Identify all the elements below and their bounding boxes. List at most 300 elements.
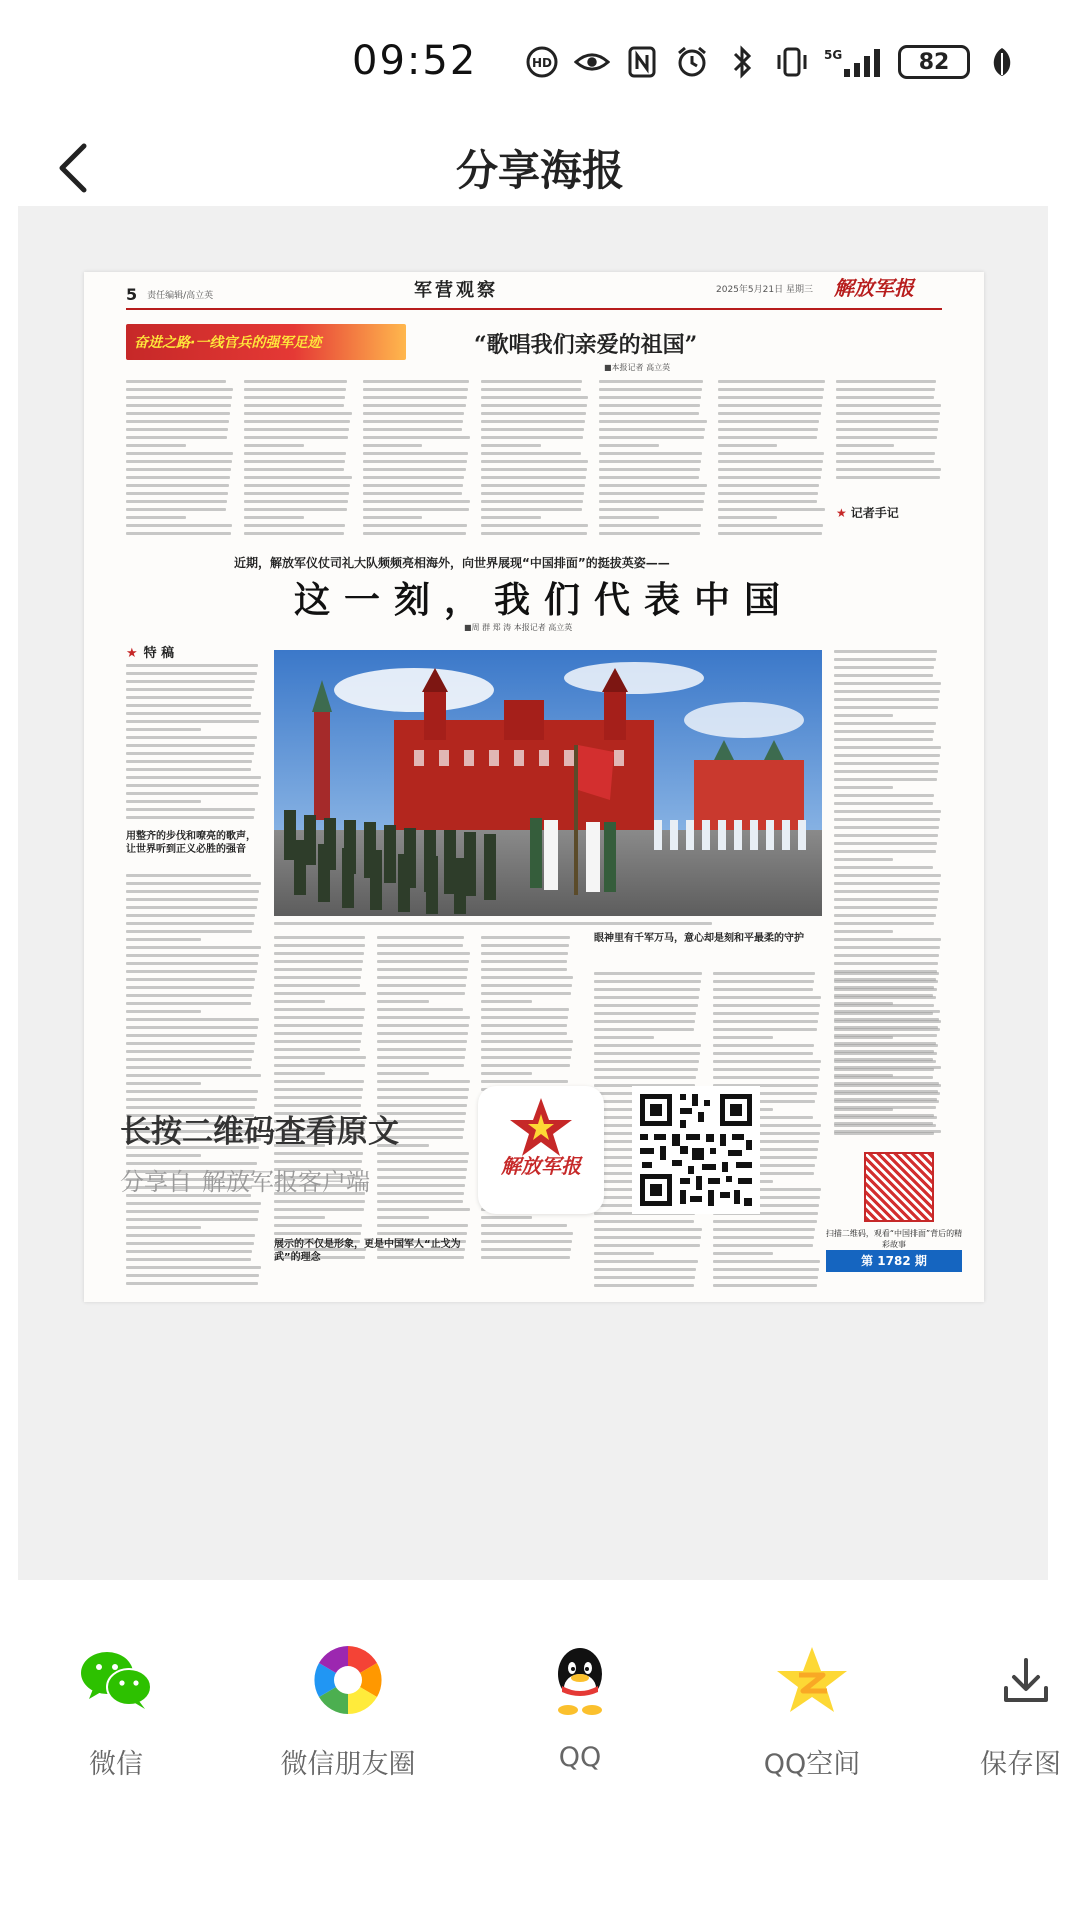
text-line bbox=[481, 944, 570, 947]
top-right-text bbox=[836, 380, 942, 490]
text-line bbox=[126, 404, 231, 407]
text-line bbox=[244, 428, 349, 431]
share-source bbox=[120, 1162, 370, 1197]
text-line bbox=[377, 1016, 469, 1019]
subhead-1: 用整齐的步伐和嘹亮的歌声，让世界听到正义必胜的强音 bbox=[126, 831, 256, 855]
text-line bbox=[834, 850, 936, 853]
text-line bbox=[363, 436, 470, 439]
text-line bbox=[126, 1202, 261, 1205]
text-line bbox=[126, 1242, 254, 1245]
text-line bbox=[834, 1012, 933, 1015]
share-moments-button[interactable] bbox=[248, 1640, 448, 1781]
text-line bbox=[718, 460, 823, 463]
text-line bbox=[126, 712, 261, 715]
text-column bbox=[834, 972, 942, 1142]
text-line bbox=[594, 1012, 696, 1015]
text-line bbox=[594, 1228, 702, 1231]
nfc-icon bbox=[624, 44, 660, 80]
text-line bbox=[481, 1016, 569, 1019]
text-line bbox=[718, 516, 778, 519]
text-line bbox=[481, 508, 582, 511]
text-line bbox=[718, 396, 823, 399]
text-line bbox=[126, 938, 201, 941]
text-line bbox=[363, 380, 469, 383]
text-line bbox=[599, 516, 659, 519]
text-line bbox=[481, 1232, 573, 1235]
text-line bbox=[599, 396, 701, 399]
text-line bbox=[834, 946, 940, 949]
battery-indicator: 82 bbox=[898, 45, 970, 79]
text-line bbox=[834, 834, 938, 837]
text-line bbox=[713, 1260, 820, 1263]
text-line bbox=[363, 532, 466, 535]
text-line bbox=[481, 992, 572, 995]
status-bar bbox=[0, 0, 1080, 128]
text-line bbox=[834, 762, 939, 765]
text-column bbox=[481, 380, 589, 540]
text-line bbox=[274, 1080, 364, 1083]
text-line bbox=[126, 1250, 252, 1253]
text-line bbox=[126, 452, 233, 455]
text-line bbox=[126, 388, 233, 391]
text-line bbox=[377, 1000, 428, 1003]
text-line bbox=[377, 1048, 466, 1051]
text-line bbox=[274, 1088, 363, 1091]
text-line bbox=[126, 1282, 258, 1285]
text-line bbox=[481, 452, 581, 455]
text-line bbox=[377, 1168, 467, 1171]
article-byline: ■本报记者 高立英 bbox=[604, 363, 671, 372]
text-line bbox=[126, 898, 258, 901]
text-line bbox=[834, 698, 939, 701]
text-line bbox=[126, 492, 228, 495]
text-line bbox=[126, 986, 254, 989]
text-line bbox=[377, 944, 463, 947]
text-line bbox=[244, 436, 348, 439]
text-line bbox=[377, 1008, 463, 1011]
text-line bbox=[274, 936, 365, 939]
text-line bbox=[377, 1152, 468, 1155]
text-line bbox=[126, 516, 186, 519]
text-line bbox=[713, 980, 814, 983]
text-line bbox=[244, 532, 344, 535]
share-qr-code[interactable] bbox=[632, 1086, 760, 1214]
text-line bbox=[481, 952, 569, 955]
svg-text:5G: 5G bbox=[824, 48, 843, 62]
text-line bbox=[834, 1116, 937, 1119]
text-column bbox=[126, 664, 262, 824]
text-line bbox=[274, 1056, 366, 1059]
text-line bbox=[126, 664, 258, 667]
text-column bbox=[244, 380, 352, 540]
text-line bbox=[834, 706, 938, 709]
text-line bbox=[126, 380, 226, 383]
text-line bbox=[126, 906, 257, 909]
text-line bbox=[244, 444, 304, 447]
text-line bbox=[481, 1216, 532, 1219]
text-line bbox=[718, 468, 822, 471]
text-line bbox=[713, 1036, 773, 1039]
text-line bbox=[836, 380, 936, 383]
text-line bbox=[718, 420, 820, 423]
text-line bbox=[834, 842, 937, 845]
text-line bbox=[274, 1048, 360, 1051]
text-line bbox=[834, 746, 941, 749]
text-line bbox=[481, 984, 572, 987]
text-column bbox=[377, 936, 470, 1266]
text-line bbox=[377, 1024, 468, 1027]
text-line bbox=[834, 826, 939, 829]
text-line bbox=[126, 1098, 257, 1101]
text-line bbox=[834, 738, 933, 741]
text-line bbox=[836, 436, 937, 439]
hd-call-icon bbox=[524, 44, 560, 80]
text-line bbox=[244, 412, 351, 415]
text-line bbox=[244, 484, 350, 487]
text-line bbox=[836, 412, 940, 415]
text-line bbox=[834, 658, 936, 661]
left-article-text bbox=[126, 664, 262, 824]
newspaper-section-title: 军营观察 bbox=[414, 280, 498, 301]
text-line bbox=[377, 1200, 463, 1203]
text-line bbox=[834, 778, 937, 781]
text-line bbox=[834, 954, 939, 957]
text-line bbox=[274, 944, 365, 947]
vibrate-icon bbox=[774, 44, 810, 80]
text-line bbox=[363, 476, 465, 479]
text-line bbox=[126, 1226, 201, 1229]
text-line bbox=[836, 388, 935, 391]
text-line bbox=[363, 524, 467, 527]
text-line bbox=[126, 524, 232, 527]
text-line bbox=[377, 1040, 467, 1043]
text-line bbox=[377, 968, 468, 971]
text-line bbox=[836, 476, 940, 479]
text-line bbox=[481, 936, 571, 939]
text-line bbox=[713, 1236, 814, 1239]
text-line bbox=[377, 1064, 464, 1067]
text-line bbox=[126, 468, 231, 471]
text-line bbox=[363, 452, 468, 455]
text-line bbox=[594, 1276, 695, 1279]
text-line bbox=[594, 1036, 654, 1039]
text-line bbox=[713, 1244, 813, 1247]
text-line bbox=[377, 1208, 469, 1211]
text-line bbox=[126, 396, 232, 399]
column-banner-text: 奋进之路·一线官兵的强军足迹 bbox=[134, 335, 322, 351]
text-column bbox=[836, 380, 942, 490]
text-line bbox=[599, 452, 702, 455]
text-line bbox=[836, 468, 941, 471]
text-line bbox=[599, 532, 700, 535]
text-line bbox=[244, 508, 347, 511]
text-line bbox=[834, 1028, 940, 1031]
text-line bbox=[244, 420, 350, 423]
signal-icon bbox=[824, 44, 884, 80]
text-line bbox=[377, 984, 466, 987]
text-line bbox=[377, 1080, 469, 1083]
text-line bbox=[713, 1284, 817, 1287]
text-line bbox=[836, 404, 941, 407]
text-column bbox=[274, 936, 367, 1266]
text-line bbox=[713, 988, 813, 991]
text-line bbox=[126, 808, 255, 811]
text-line bbox=[274, 1000, 325, 1003]
text-line bbox=[481, 524, 588, 527]
text-line bbox=[481, 1008, 570, 1011]
text-line bbox=[126, 946, 261, 949]
text-line bbox=[599, 468, 700, 471]
text-line bbox=[126, 412, 230, 415]
text-line bbox=[834, 938, 941, 941]
feature-tag: ★ 特 稿 bbox=[126, 642, 174, 661]
text-line bbox=[363, 492, 463, 495]
text-line bbox=[274, 1152, 363, 1155]
text-line bbox=[126, 1050, 254, 1053]
share-poster[interactable] bbox=[18, 206, 1048, 1580]
share-target-bar bbox=[0, 1640, 1080, 1790]
text-line bbox=[481, 436, 583, 439]
text-line bbox=[377, 1216, 428, 1219]
qq-icon bbox=[540, 1640, 620, 1720]
text-line bbox=[274, 1232, 361, 1235]
headline-byline: ■周 群 郑 涛 本报记者 高立英 bbox=[464, 623, 573, 632]
text-line bbox=[834, 722, 936, 725]
text-line bbox=[594, 1020, 695, 1023]
download-icon bbox=[996, 1640, 1056, 1720]
text-line bbox=[126, 816, 254, 819]
text-line bbox=[834, 1036, 893, 1039]
text-line bbox=[713, 1004, 820, 1007]
text-line bbox=[599, 476, 699, 479]
text-line bbox=[363, 460, 467, 463]
text-line bbox=[718, 484, 820, 487]
text-line bbox=[481, 404, 587, 407]
text-line bbox=[481, 1056, 572, 1059]
text-line bbox=[126, 1066, 251, 1069]
parade-photo bbox=[274, 650, 822, 916]
share-qq-button[interactable] bbox=[480, 1640, 680, 1773]
text-line bbox=[377, 1224, 468, 1227]
text-line bbox=[834, 1020, 941, 1023]
moments-icon bbox=[308, 1640, 388, 1720]
text-line bbox=[274, 1200, 365, 1203]
text-line bbox=[599, 420, 706, 423]
text-line bbox=[126, 1154, 201, 1157]
text-line bbox=[126, 500, 227, 503]
text-line bbox=[126, 978, 255, 981]
text-line bbox=[126, 1210, 259, 1213]
text-line bbox=[713, 1220, 817, 1223]
text-line bbox=[834, 906, 937, 909]
text-line bbox=[274, 968, 362, 971]
qzone-icon bbox=[772, 1640, 852, 1720]
text-line bbox=[377, 1192, 464, 1195]
text-line bbox=[599, 444, 659, 447]
text-line bbox=[274, 992, 366, 995]
issue-number-badge: 第 1782 期 bbox=[826, 1250, 962, 1272]
text-line bbox=[363, 444, 423, 447]
share-qzone-button[interactable] bbox=[712, 1640, 912, 1781]
text-line bbox=[834, 1108, 893, 1111]
text-line bbox=[274, 1096, 362, 1099]
text-line bbox=[481, 412, 586, 415]
newspaper-header bbox=[126, 280, 942, 310]
text-line bbox=[834, 980, 938, 983]
text-line bbox=[834, 1124, 936, 1127]
text-line bbox=[126, 1034, 257, 1037]
share-moments-label: 微信朋友圈 bbox=[280, 1749, 416, 1780]
text-line bbox=[834, 682, 941, 685]
text-line bbox=[126, 1074, 261, 1077]
text-line bbox=[713, 1052, 813, 1055]
text-line bbox=[599, 508, 703, 511]
text-line bbox=[834, 898, 938, 901]
text-line bbox=[594, 1076, 696, 1079]
text-line bbox=[718, 380, 825, 383]
text-line bbox=[834, 1092, 940, 1095]
text-line bbox=[834, 874, 941, 877]
text-line bbox=[718, 524, 823, 527]
text-line bbox=[718, 508, 825, 511]
text-line bbox=[377, 1032, 468, 1035]
text-line bbox=[834, 690, 940, 693]
top-article-text bbox=[126, 380, 826, 540]
text-line bbox=[377, 1160, 468, 1163]
headline-deck: 近期，解放军仪仗司礼大队频频亮相海外，向世界展现“中国排面”的挺拔英姿—— bbox=[234, 556, 670, 570]
text-line bbox=[481, 968, 567, 971]
text-line bbox=[377, 1072, 428, 1075]
text-line bbox=[713, 996, 821, 999]
text-line bbox=[126, 890, 259, 893]
text-line bbox=[599, 500, 704, 503]
text-line bbox=[363, 508, 469, 511]
text-line bbox=[834, 988, 937, 991]
newspaper-date: 2025年5月21日 星期三 bbox=[716, 285, 813, 295]
text-column bbox=[599, 380, 707, 540]
text-line bbox=[274, 1216, 325, 1219]
text-line bbox=[481, 1000, 532, 1003]
text-line bbox=[126, 1266, 261, 1269]
save-image-button[interactable] bbox=[944, 1640, 1080, 1781]
text-line bbox=[363, 468, 466, 471]
app-logo-text: 解放军报 bbox=[501, 1154, 581, 1178]
text-line bbox=[836, 452, 935, 455]
text-line bbox=[834, 730, 934, 733]
text-line bbox=[126, 680, 255, 683]
text-line bbox=[481, 1224, 567, 1227]
text-line bbox=[718, 428, 819, 431]
text-line bbox=[834, 882, 940, 885]
text-line bbox=[481, 500, 583, 503]
text-line bbox=[481, 1032, 567, 1035]
text-line bbox=[834, 1060, 936, 1063]
text-line bbox=[718, 412, 821, 415]
text-line bbox=[834, 890, 939, 893]
text-line bbox=[718, 444, 778, 447]
share-wechat-label: 微信 bbox=[89, 1749, 143, 1780]
text-line bbox=[126, 1010, 201, 1013]
text-line bbox=[126, 882, 261, 885]
subhead-3: 展示的不仅是形象，更是中国军人“止戈为武”的理念 bbox=[274, 1239, 461, 1263]
text-line bbox=[481, 976, 573, 979]
text-line bbox=[126, 704, 251, 707]
text-line bbox=[377, 936, 464, 939]
text-line bbox=[834, 794, 934, 797]
text-line bbox=[836, 396, 934, 399]
text-line bbox=[834, 754, 940, 757]
text-line bbox=[834, 674, 933, 677]
share-source-app: 解放军报客户端 bbox=[202, 1168, 370, 1196]
eye-comfort-icon bbox=[574, 44, 610, 80]
share-source-prefix: 分享自 bbox=[120, 1168, 192, 1196]
text-line bbox=[481, 1040, 573, 1043]
text-line bbox=[481, 516, 541, 519]
text-line bbox=[481, 468, 587, 471]
text-line bbox=[481, 1064, 571, 1067]
text-line bbox=[126, 696, 252, 699]
text-line bbox=[594, 972, 702, 975]
text-line bbox=[244, 524, 345, 527]
text-line bbox=[126, 744, 255, 747]
text-line bbox=[594, 988, 700, 991]
text-line bbox=[594, 1268, 696, 1271]
text-line bbox=[834, 866, 933, 869]
text-line bbox=[834, 858, 893, 861]
text-line bbox=[126, 1002, 251, 1005]
text-line bbox=[834, 914, 936, 917]
text-line bbox=[481, 428, 584, 431]
app-logo bbox=[478, 1086, 604, 1214]
text-line bbox=[126, 962, 258, 965]
text-line bbox=[713, 1044, 814, 1047]
text-line bbox=[126, 688, 254, 691]
text-line bbox=[481, 460, 588, 463]
text-line bbox=[126, 768, 251, 771]
text-line bbox=[713, 1020, 818, 1023]
text-line bbox=[126, 1234, 255, 1237]
text-line bbox=[481, 396, 588, 399]
text-line bbox=[713, 1068, 820, 1071]
text-line bbox=[363, 404, 466, 407]
text-line bbox=[481, 444, 541, 447]
status-time: 09:52 bbox=[352, 38, 478, 84]
text-line bbox=[274, 960, 363, 963]
text-line bbox=[126, 922, 254, 925]
text-line bbox=[274, 984, 360, 987]
text-line bbox=[481, 484, 585, 487]
text-line bbox=[481, 1240, 572, 1243]
text-line bbox=[126, 484, 229, 487]
text-column bbox=[126, 874, 262, 1294]
text-line bbox=[718, 404, 822, 407]
text-line bbox=[363, 420, 464, 423]
share-wechat-button[interactable] bbox=[16, 1640, 216, 1781]
text-line bbox=[594, 1068, 698, 1071]
text-line bbox=[834, 922, 934, 925]
text-line bbox=[599, 524, 701, 527]
text-line bbox=[244, 516, 304, 519]
text-line bbox=[834, 1132, 934, 1135]
text-line bbox=[834, 810, 941, 813]
text-line bbox=[274, 1208, 364, 1211]
text-line bbox=[481, 960, 568, 963]
text-line bbox=[126, 672, 257, 675]
text-line bbox=[377, 1232, 467, 1235]
text-line bbox=[599, 412, 699, 415]
svg-text:HD: HD bbox=[531, 56, 553, 70]
text-line bbox=[599, 484, 706, 487]
